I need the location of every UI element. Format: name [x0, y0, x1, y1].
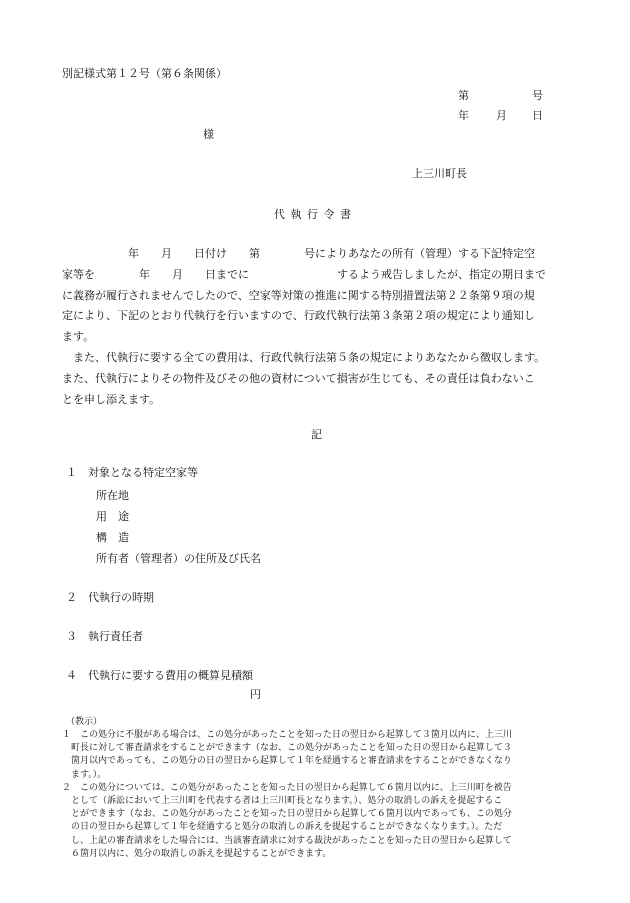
- body-line: 定により、下記のとおり代執行を行いますので、行政代執行法第３条第２項の規定により通知し: [62, 309, 535, 323]
- body-paragraph-1: [62, 244, 582, 348]
- item1-number: １: [66, 466, 77, 479]
- note-line: の日の翌日から起算して１年を経過すると処分の取消しの訴えを提起することができなくなります。）。ただ: [62, 822, 503, 833]
- item4-number: ４: [66, 669, 77, 682]
- form-id: 別記様式第１２号（第６条関係）: [62, 67, 227, 80]
- doc-number-suffix: 号: [532, 89, 543, 102]
- body-line: 家等を 年 月 日までに するよう戒告しましたが、指定の期日まで: [62, 267, 546, 281]
- date-year: 年: [458, 109, 469, 122]
- note-line: １ この処分に不服がある場合は、この処分があったことを知った日の翌日から起算して３箇月以内に、上三川: [62, 730, 512, 740]
- item1-label: 対象となる特定空家等: [88, 466, 198, 479]
- item4-unit: 円: [250, 688, 261, 701]
- item1-structure: 構 造: [96, 531, 129, 544]
- item1-owner: 所有者（管理者）の住所及び氏名: [96, 552, 261, 565]
- note-line: とができます（なお、この処分があったことを知った日の翌日から起算して６箇月以内であっても、この処分: [62, 809, 512, 820]
- body-line: に義務が履行されませんでしたので、空家等対策の推進に関する特別措置法第２２条第９項の規: [62, 288, 535, 302]
- notes-body: [62, 729, 582, 861]
- notes-title: （教示）: [66, 717, 103, 727]
- note-line: ます。）。: [62, 769, 107, 780]
- item3-label: 執行責任者: [88, 630, 143, 643]
- item2-label: 代執行の時期: [88, 591, 154, 604]
- item3-number: ３: [66, 630, 77, 643]
- note-line: し、上記の審査請求をした場合には、当該審査請求に対する裁決があったことを知った日の翌日から起算して: [62, 835, 512, 846]
- issuer: 上三川町長: [412, 167, 467, 180]
- body-line: ます。: [62, 330, 95, 344]
- note-line: ６箇月以内に、処分の取消しの訴えを提起することができます。: [62, 848, 332, 859]
- item1-use: 用 途: [96, 510, 129, 523]
- item4-label: 代執行に要する費用の概算見積額: [88, 669, 253, 682]
- date-day: 日: [532, 109, 543, 122]
- body-line: とを申し添えます。: [62, 392, 161, 406]
- body-line: また、代執行によりその物件及びその他の資材について損害が生じても、その責任は負わないこ: [62, 371, 535, 385]
- ki-heading: 記: [311, 428, 322, 441]
- doc-number-prefix: 第: [458, 89, 469, 102]
- note-line: ２ この処分については、この処分があったことを知った日の翌日から起算して６箇月以内に、上三川町を被告: [62, 782, 512, 793]
- note-line: 箇月以内であっても、この処分の日の翌日から起算して１年を経過すると審査請求をすることができなくなり: [62, 756, 512, 767]
- body-line: また、代執行に要する全ての費用は、行政代執行法第５条の規定によりあなたから徴収します。: [62, 351, 546, 364]
- addressee-suffix: 様: [203, 128, 214, 141]
- note-line: として（訴訟において上三川町を代表する者は上三川町長となります。）、処分の取消しの訴えを提起するこ: [62, 796, 503, 807]
- document-title: 代 執 行 令 書: [274, 208, 352, 221]
- item1-location: 所在地: [96, 489, 129, 502]
- date-month: 月: [496, 109, 507, 122]
- item2-number: ２: [66, 591, 77, 604]
- body-paragraph-2: [62, 348, 582, 410]
- note-line: 町長に対して審査請求をすることができます（なお、この処分があったことを知った日の翌日から起算して３: [62, 743, 512, 754]
- body-line: 年 月 日付け 第 号によりあなたの所有（管理）する下記特定空: [62, 247, 535, 260]
